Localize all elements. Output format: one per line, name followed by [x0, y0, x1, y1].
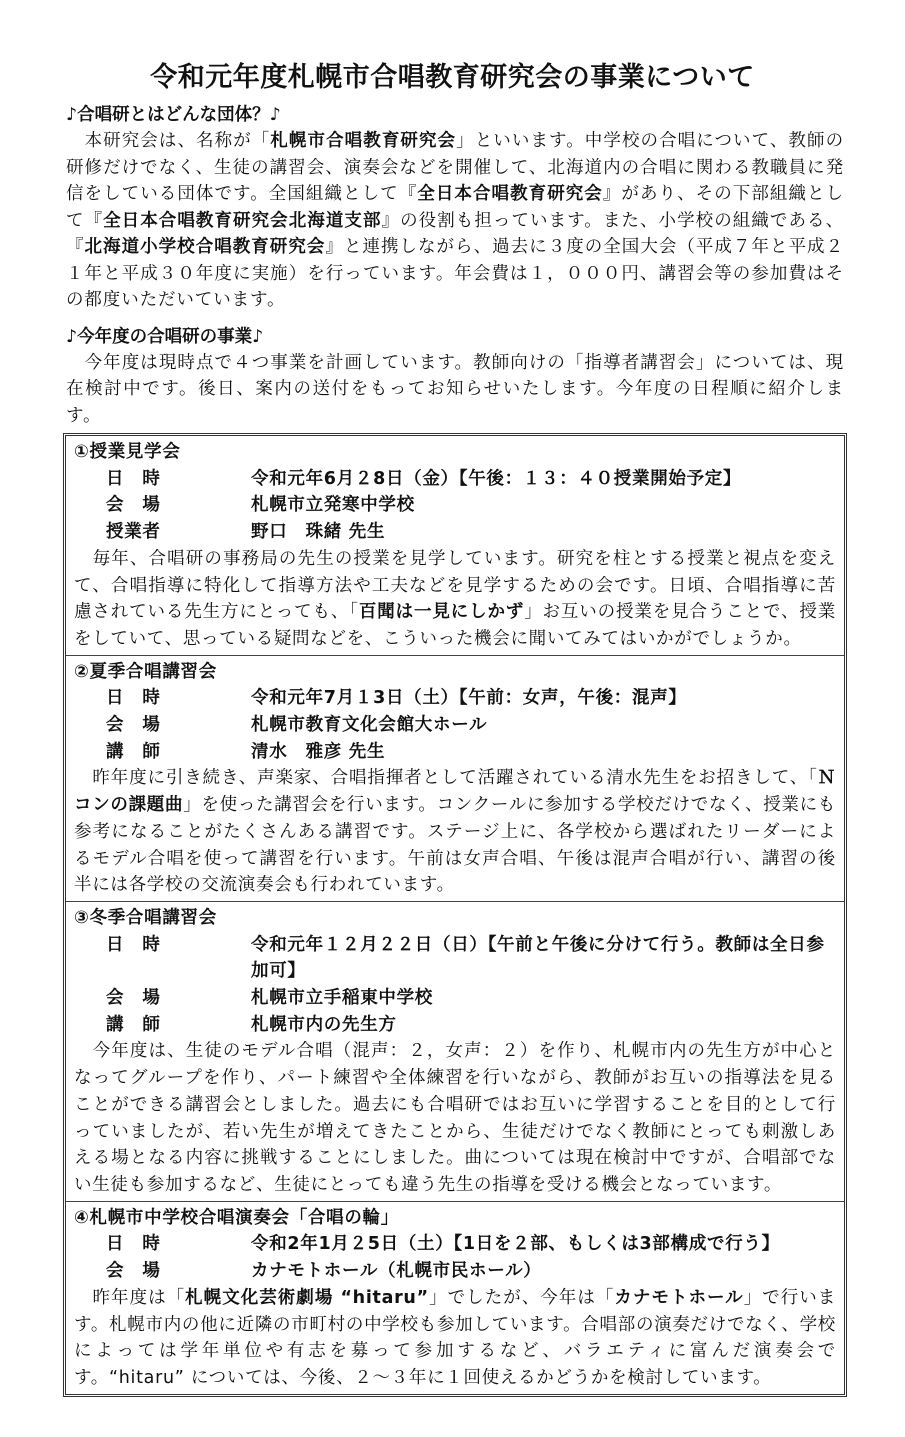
event-title: ①授業見学会	[74, 442, 181, 462]
event-detail-row	[74, 712, 836, 739]
detail-label: 日 時	[106, 934, 161, 955]
emphasis-text: 全日本合唱教育研究会	[417, 184, 603, 204]
detail-value: 野口 珠緒 先生	[251, 522, 386, 543]
body-text: 」を使った講習会を行います。コンクールに参加する学校だけでなく、授業にも参考になることがたくさんある講習です。ステージ上に、各学校から選ばれたリーダーによるモデル合唱を使って講習を行います。午前は女声合唱、午後は混声合唱が行い、講習の後半には各学校の交流演奏会も行われています。	[74, 795, 837, 896]
detail-value: 清水 雅彦 先生	[251, 741, 386, 762]
event-section	[66, 902, 844, 1202]
event-title: ②夏季合唱講習会	[74, 661, 217, 682]
event-title: ③冬季合唱講習会	[74, 907, 217, 928]
detail-label: 講 師	[106, 741, 161, 762]
detail-value: 札幌市内の先生方	[251, 1014, 397, 1035]
event-detail-row	[74, 1012, 836, 1039]
spacer	[66, 314, 844, 324]
detail-value: 札幌市教育文化会館大ホール	[251, 715, 488, 736]
detail-label: 会 場	[106, 988, 161, 1009]
detail-value: 令和元年6月２8日（金）【午後：１３：４０授業開始予定】	[251, 468, 742, 489]
event-description	[74, 765, 836, 899]
detail-label: 授業者	[106, 522, 161, 543]
body-text: 昨年度に引き続き、声楽家、合唱指揮者として活躍されている清水先生をお招きして、「	[74, 768, 818, 789]
page-title: 令和元年度札幌市合唱教育研究会の事業について	[150, 62, 755, 93]
emphasis-text: 全日本合唱教育研究会北海道支部	[103, 210, 382, 231]
detail-value: カナモトホール（札幌市民ホール）	[251, 1261, 542, 1282]
intro-column	[66, 102, 844, 429]
event-detail-row	[74, 932, 836, 985]
detail-value: 札幌市立手稲東中学校	[251, 988, 433, 1009]
body-text: 今年度は、生徒のモデル合唱（混声：２，女声：２）を作り、札幌市内の先生方が中心となってグループを作り、パート練習や全体練習を行いながら、教師がお互いの指導法を見ることができる講習会としました。過去にも合唱研ではお互いに学習することを目的として行っていましたが、若い先生が増えてきたことから、生徒だけでなく教師にとっても刺激しあえる場となる内容に挑戦することにしました。曲については現在検討中ですが、合唱部でない生徒も参加するなど、生徒にとっても違う先生の指導を受ける機会となっています。	[74, 1041, 836, 1195]
body-text: 」でしたが、今年は「	[428, 1287, 615, 1308]
event-detail-row	[74, 519, 836, 546]
event-description	[74, 1285, 836, 1392]
projects-heading: ♪今年度の合唱研の事業♪	[66, 326, 264, 347]
detail-value: 札幌市立発寒中学校	[251, 495, 415, 516]
detail-label: 会 場	[106, 715, 161, 736]
emphasis-text: Ｎコンの課題曲	[74, 768, 836, 816]
detail-label: 日 時	[106, 468, 161, 489]
body-text: 本研究会は、名称が「	[66, 131, 271, 151]
projects-paragraph	[66, 350, 844, 430]
about-heading: ♪合唱研とはどんな団体？♪	[66, 105, 281, 125]
event-detail-row	[74, 685, 836, 712]
detail-value: 令和元年7月１3日（土）【午前：女声，午後：混声】	[251, 688, 687, 709]
about-paragraph	[66, 128, 844, 314]
event-section	[66, 1202, 844, 1394]
detail-label: 会 場	[106, 1261, 161, 1282]
event-description	[74, 546, 836, 653]
body-text: 』の役割も担っています。また、小学校の組織である、『	[66, 210, 844, 257]
event-detail-row	[74, 739, 836, 766]
event-detail-row	[74, 466, 836, 493]
event-section	[66, 656, 844, 902]
detail-value: 令和元年１２月２２日（日）【午前と午後に分けて行う。教師は全日参加可】	[251, 934, 825, 982]
body-text: 』があり、その下部組織として『	[66, 184, 845, 231]
events-box	[63, 433, 847, 1397]
event-detail-row	[74, 492, 836, 519]
body-text: 毎年、合唱研の事務局の先生の授業を見学しています。研究を柱とする授業と視点を変えて、合唱指導に特化して指導方法や工夫などを見学するための会です。日頃、合唱指導に苦慮されている先生方にとっても、「	[74, 548, 836, 623]
body-text: 」で行います。札幌市内の他に近隣の市町村の中学校も参加しています。合唱部の演奏だけでなく、学校によっては学年単位や有志を募って参加するなど、バラエティに富んだ演奏会です。“hitaru” については、今後、２～３年に１回使えるかどうかを検討しています。	[74, 1287, 837, 1388]
emphasis-text: カナモトホール	[614, 1287, 744, 1308]
event-title: ④札幌市中学校合唱演奏会「合唱の輪」	[74, 1207, 399, 1228]
event-detail-row	[74, 1231, 836, 1258]
event-section	[66, 436, 844, 656]
detail-label: 講 師	[106, 1014, 161, 1035]
emphasis-text: 札幌文化芸術劇場 “hitaru”	[185, 1287, 429, 1308]
detail-value: 令和2年1月２5日（土）【1日を２部、もしくは3部構成で行う】	[251, 1234, 780, 1255]
emphasis-text: 北海道小学校合唱教育研究会	[84, 237, 326, 257]
detail-label: 日 時	[106, 1234, 161, 1255]
event-detail-row	[74, 1258, 836, 1285]
body-text: 今年度は現時点で４つ事業を計画しています。教師向けの「指導者講習会」については、現在検討中です。後日、案内の送付をもってお知らせいたします。今年度の日程順に紹介します。	[66, 352, 844, 426]
detail-label: 日 時	[106, 688, 161, 709]
emphasis-text: 札幌市合唱教育研究会	[270, 131, 457, 151]
emphasis-text: 百聞は一見にしかず	[358, 602, 525, 623]
body-text: 」お互いの授業を見合うことで、授業をしていて、思っている疑問などを、こういった機会に聞いてみてはいかがでしょうか。	[74, 602, 836, 649]
event-description	[74, 1038, 836, 1198]
event-detail-row	[74, 985, 836, 1012]
body-text: 』と連携しながら、過去に３度の全国大会（平成７年と平成２１年と平成３０年度に実施）を行っています。年会費は１，０００円、講習会等の参加費はその都度いただいています。	[66, 237, 844, 310]
body-text: 」といいます。中学校の合唱について、教師の研修だけでなく、生徒の講習会、演奏会などを開催して、北海道内の合唱に関わる教職員に発信をしている団体です。全国組織として『	[66, 131, 844, 204]
detail-label: 会 場	[106, 495, 161, 516]
body-text: 昨年度は「	[74, 1287, 186, 1308]
